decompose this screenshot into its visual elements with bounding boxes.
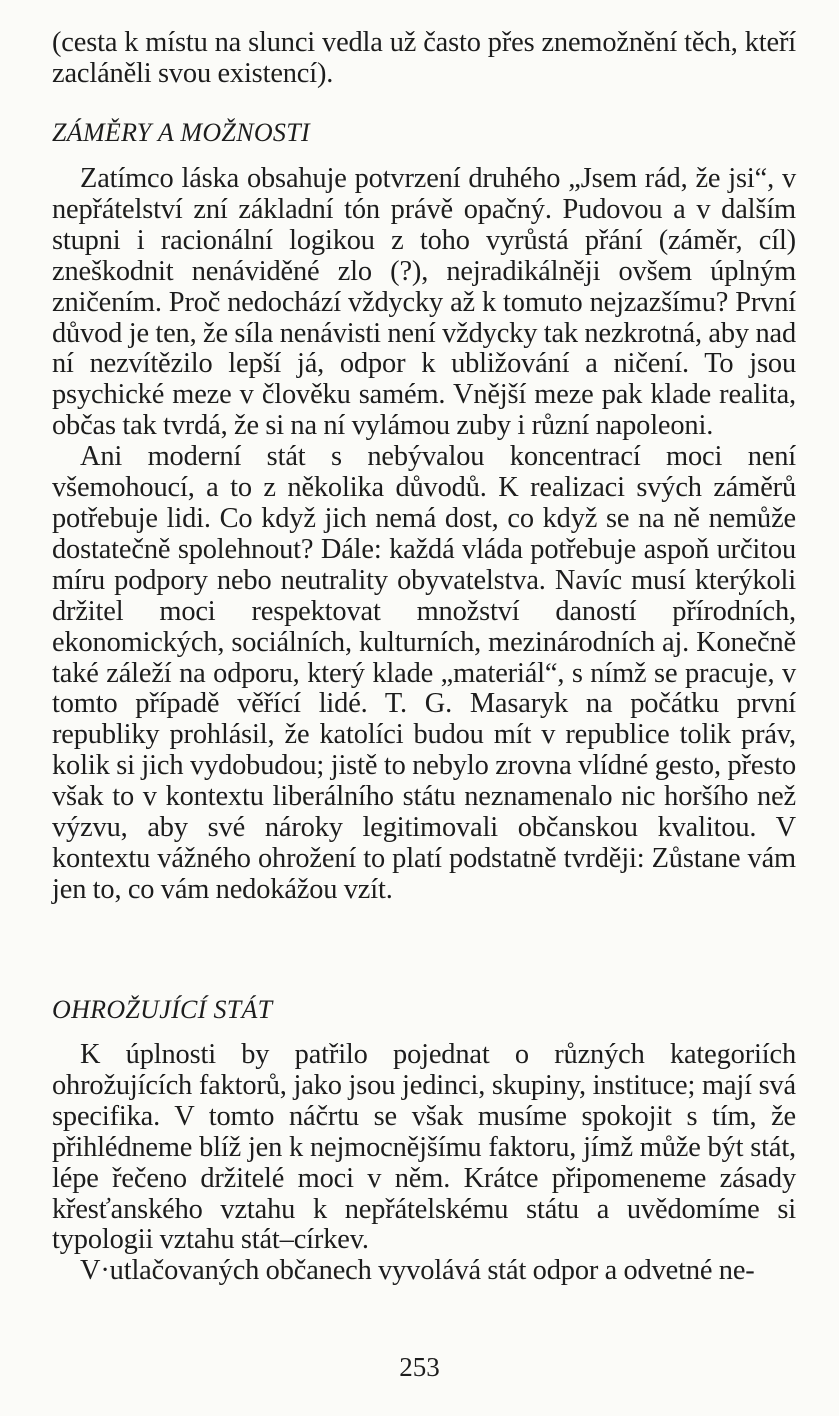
paragraph-ohrozujici-2: V·utlačovaných občanech vyvolává stát odpor a odvetné ne-: [80, 1255, 755, 1287]
intro-paragraph: (cesta k místu na slunci vedla už často přes znemožnění těch, kteří zacláněli svou existencí).: [52, 27, 796, 89]
section-heading-zamery: ZÁMĚRY A MOŽNOSTI: [52, 118, 310, 147]
section-ohrozujici-body: [52, 1040, 796, 1287]
section-zamery-body: [52, 164, 796, 906]
paragraph-zamery-2: Ani moderní stát s nebývalou koncentrací moci není všemohoucí, a to z několika důvodů. K realizaci svých záměrů potřebuje lidi. Co když jich nemá dost, co když se na ně nemůže dostatečně spolehnout? Dále: každá vláda potřebuje aspoň určitou míru podpory nebo neutrality obyvatelstva. Navíc musí kterýkoli držitel moci respektovat množství daností přírodních, ekonomických, sociálních, kulturních, mezinárodních aj. Konečně také záleží na odporu, který klade „materiál“, s nímž se pracuje, v tomto případě věřící lidé. T. G. Masaryk na počátku první republiky prohlásil, že katolíci budou mít v republice tolik práv, kolik si jich vydobudou; jistě to nebylo zrovna vlídné gesto, přesto však to v kontextu liberálního státu neznamenalo nic horšího než výzvu, aby své nároky legitimovali občanskou kvalitou. V kontextu vážného ohrožení to platí podstatně tvrději: Zůstane vám jen to, co vám nedokážou vzít.: [52, 441, 796, 905]
paragraph-zamery-1: Zatímco láska obsahuje potvrzení druhého „Jsem rád, že jsi“, v nepřátelství zní základní tón právě opačný. Pudovou a v dalším stupni i racionální logikou z toho vyrůstá přání (záměr, cíl) zneškodnit nenáviděné zlo (?), nejradikálněji ovšem úplným zničením. Proč nedochází vždycky až k tomuto nejzazšímu? První důvod je ten, že síla nenávisti není vždycky tak nezkrotná, aby nad ní nezvítězilo lepší já, odpor k ubližování a ničení. To jsou psychické meze v člověku samém. Vnější meze pak klade realita, občas tak tvrdá, že si na ní vylámou zuby i různí napoleoni.: [52, 163, 796, 442]
intro-text-block: [52, 28, 796, 90]
section-heading-ohrozujici-stat: OHROŽUJÍCÍ STÁT: [52, 995, 273, 1024]
paragraph-ohrozujici-1: K úplnosti by patřilo pojednat o různých kategoriích ohrožujících faktorů, jako jsou jedinci, skupiny, instituce; mají svá specifika. V tomto náčrtu se však musíme spokojit s tím, že přihlédneme blíž jen k nejmocnějšímu faktoru, jímž může být stát, lépe řečeno držitelé moci v něm. Krátce připomeneme zásady křesťanského vztahu k nepřátelskému státu a uvědomíme si typologii vztahu stát–církev.: [52, 1039, 796, 1256]
page-number: 253: [399, 1352, 440, 1382]
